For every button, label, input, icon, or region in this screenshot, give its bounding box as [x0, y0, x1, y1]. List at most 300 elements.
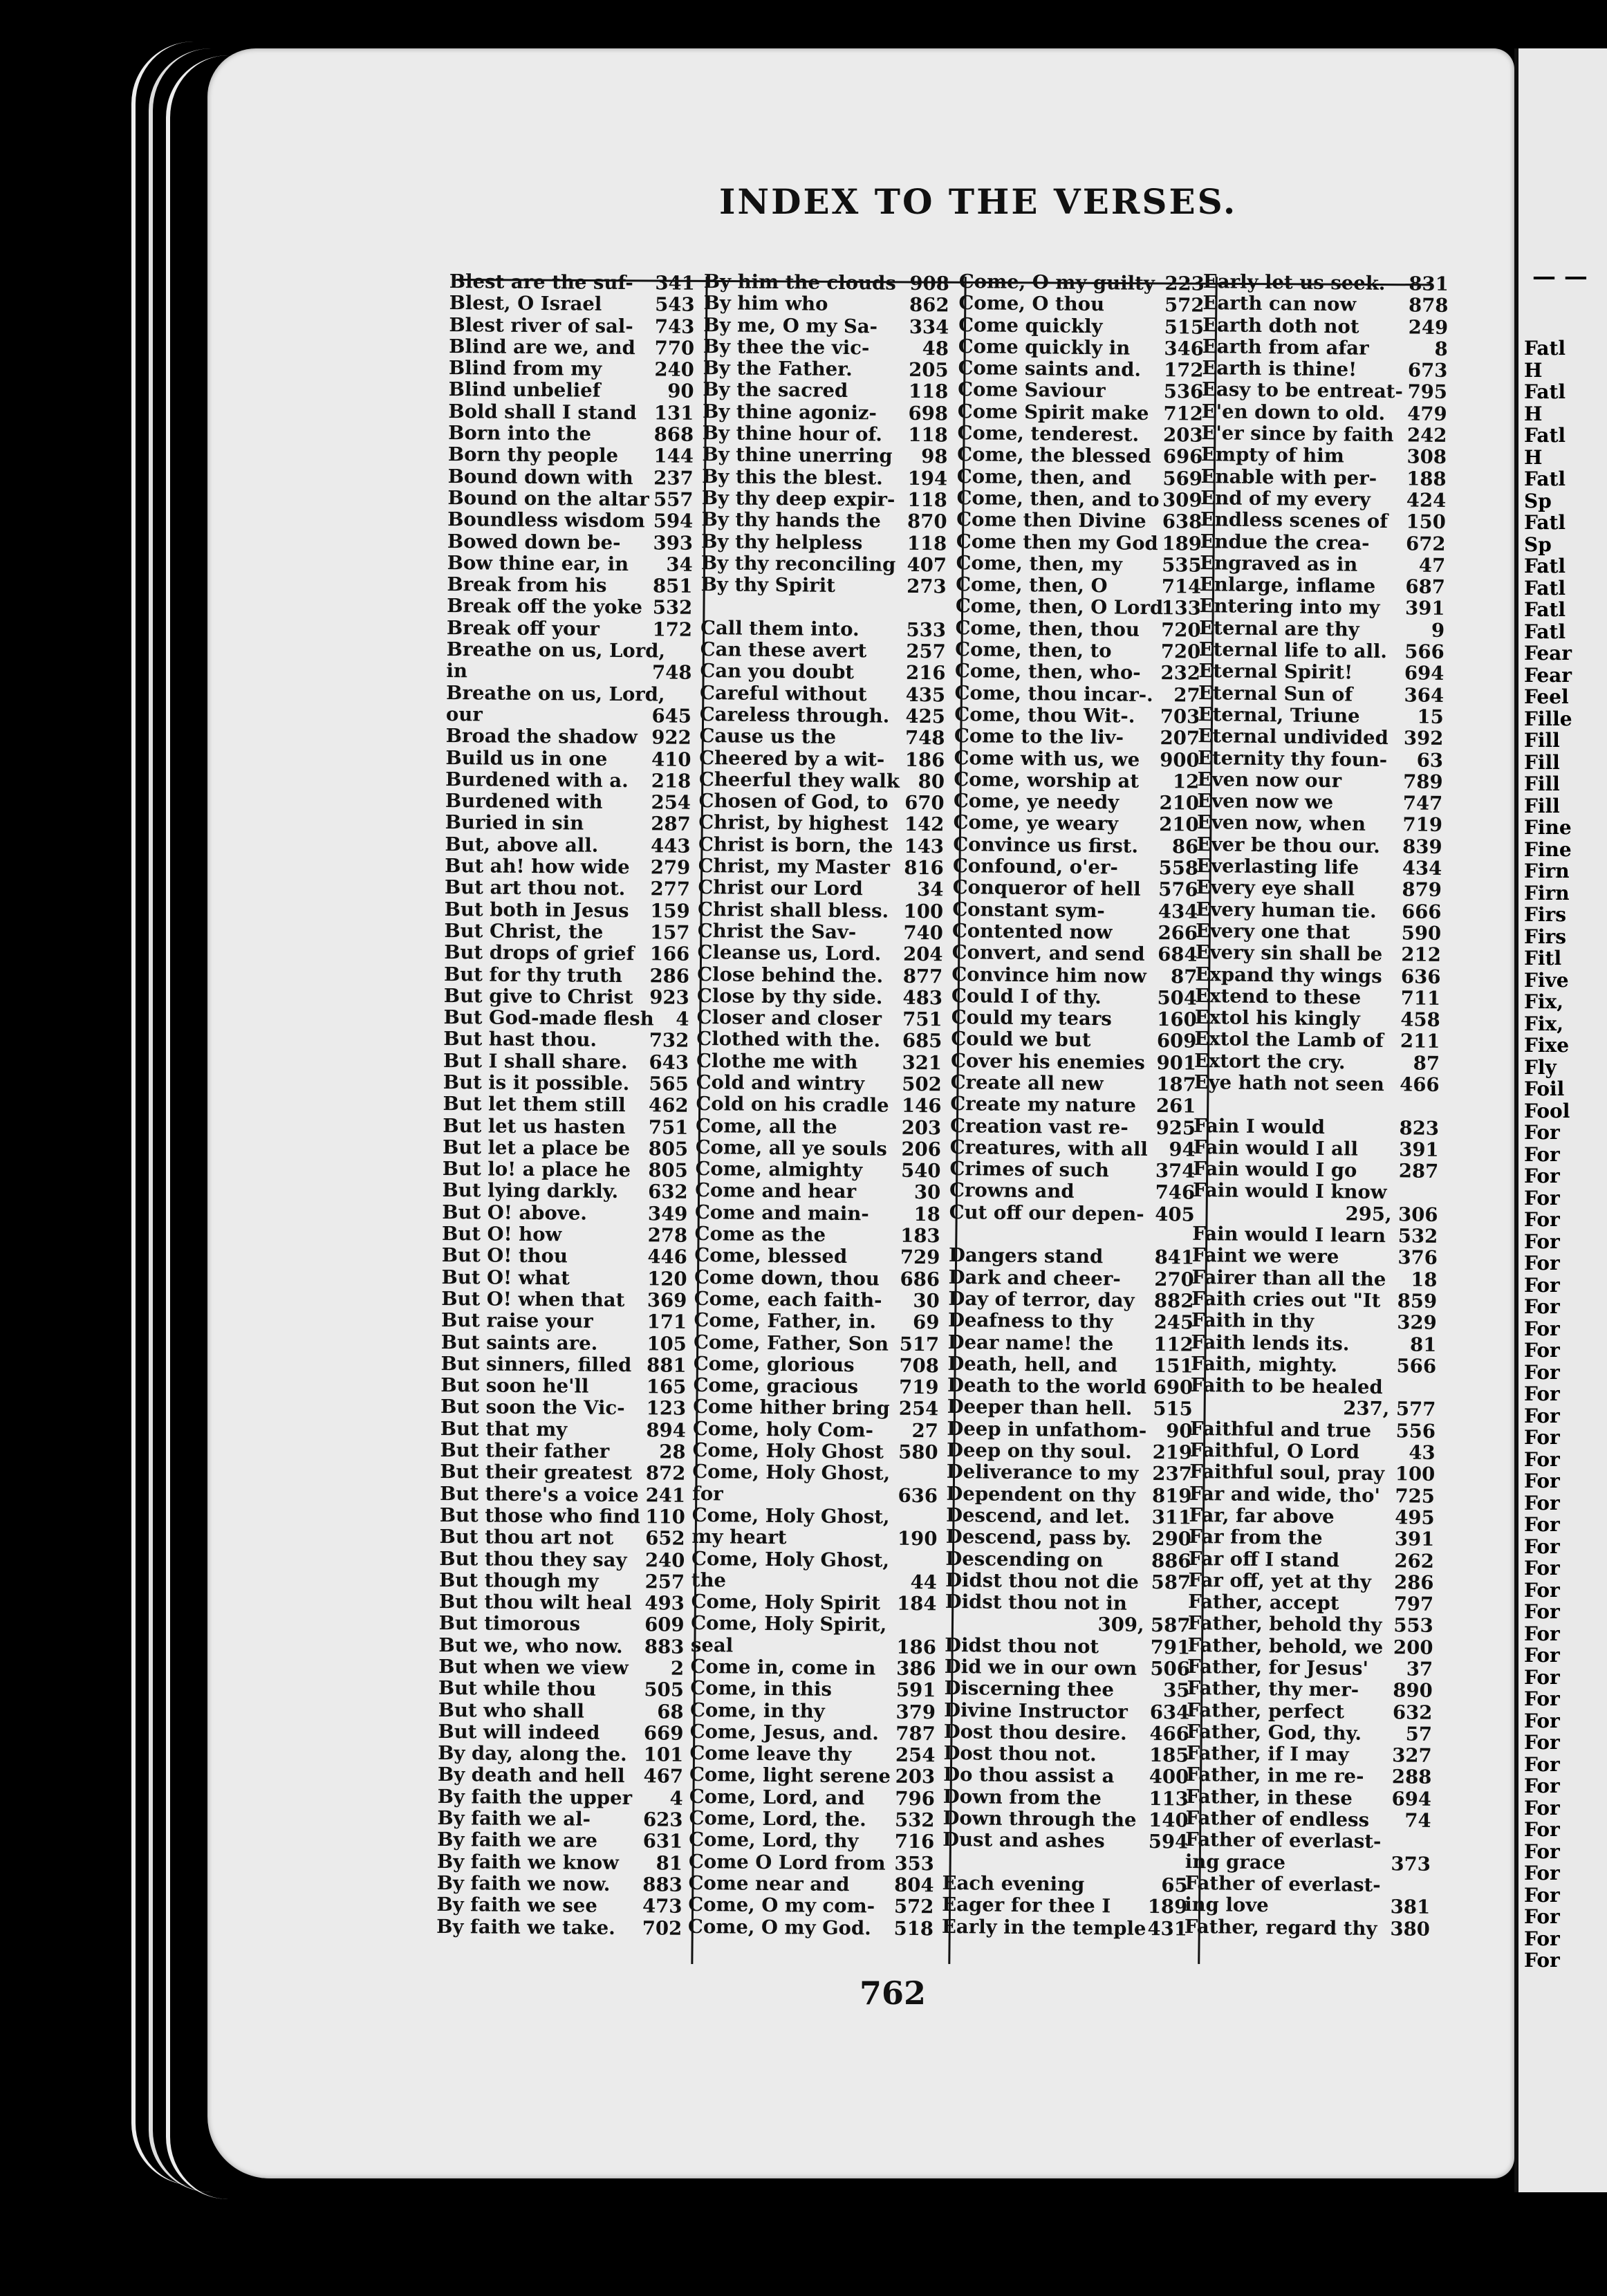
entry-number: 443	[650, 835, 691, 858]
entry-text: Faithful soul, pray	[1189, 1461, 1385, 1485]
index-entry	[1192, 1245, 1438, 1269]
entry-text: Blind from my	[448, 357, 602, 380]
entry-text: Come O Lord from	[688, 1850, 886, 1875]
entry-text: Come, Lord, the.	[689, 1806, 866, 1831]
entry-text: Boundless wisdom	[447, 508, 645, 533]
adjacent-page-fragment: For	[1524, 1796, 1560, 1820]
entry-text: Eternal life to all.	[1198, 638, 1388, 663]
index-entry	[440, 1375, 686, 1398]
entry-text: Down from the	[942, 1785, 1102, 1810]
entry-number: 923	[649, 986, 689, 1009]
index-entry	[696, 1137, 941, 1161]
index-entry	[1202, 379, 1447, 403]
entry-text: By the Father.	[703, 357, 853, 381]
index-entry	[699, 747, 945, 771]
entry-number: 594	[653, 510, 694, 533]
entry-number: 376	[1397, 1246, 1438, 1270]
index-entry	[441, 1267, 687, 1290]
entry-text: Death, hell, and	[947, 1352, 1118, 1377]
entry-number: 391	[1404, 597, 1445, 620]
entry-text: Come, ye needy	[953, 790, 1120, 814]
entry-text: Earth from afar	[1202, 335, 1369, 360]
entry-number: 532	[1397, 1225, 1438, 1248]
entry-text: Come, then, to	[955, 638, 1112, 663]
index-entry	[441, 1310, 687, 1333]
entry-text: Create my nature	[950, 1093, 1137, 1118]
entry-number: 532	[894, 1808, 935, 1832]
entry-text: By faith the upper	[437, 1785, 633, 1809]
index-entry	[437, 1851, 682, 1875]
entry-text: Enable with per-	[1200, 465, 1377, 490]
entry-text: Faith, mighty.	[1190, 1352, 1338, 1377]
entry-text: Each evening	[942, 1871, 1085, 1896]
entry-number: 870	[907, 510, 947, 533]
entry-text: Break from his	[447, 573, 607, 597]
entry-text: But let a place be	[442, 1136, 631, 1160]
entry-number: 200	[1393, 1636, 1433, 1659]
entry-number: 533	[906, 618, 947, 642]
adjacent-page-fragment: Fatl	[1524, 380, 1566, 403]
entry-number: 631	[642, 1830, 683, 1853]
entry-number: 212	[1401, 943, 1441, 967]
index-entry	[446, 660, 691, 684]
index-entry	[949, 1158, 1195, 1183]
adjacent-page-fragment: For	[1524, 1752, 1560, 1776]
adjacent-page-fragment: For	[1524, 1447, 1560, 1471]
entry-text: Far and wide, tho'	[1189, 1482, 1381, 1507]
index-entry	[703, 401, 948, 425]
index-entry	[943, 1764, 1189, 1788]
adjacent-page-fragment: For	[1524, 1426, 1560, 1449]
entry-number: 373	[1391, 1852, 1431, 1876]
index-entry	[1185, 1894, 1430, 1918]
entry-text: End of my every	[1200, 486, 1371, 511]
entry-number: 380	[1390, 1917, 1431, 1941]
entry-number: 43	[1409, 1441, 1436, 1464]
entry-number: 716	[894, 1831, 935, 1853]
entry-text: Endue the crea-	[1200, 530, 1370, 555]
entry-number: 346	[1164, 337, 1205, 360]
adjacent-page-fragment: For	[1524, 1665, 1560, 1689]
entry-number: 805	[648, 1159, 688, 1182]
entry-number: 558	[1158, 857, 1199, 880]
entry-number: 580	[898, 1441, 938, 1464]
index-entry	[440, 1418, 686, 1442]
index-entry	[1194, 1072, 1440, 1096]
entry-number: 632	[1392, 1701, 1433, 1724]
entry-text: Eternal, Triune	[1198, 703, 1360, 728]
index-entry	[445, 877, 690, 900]
entry-number: 908	[909, 272, 949, 295]
entry-text: Break off your	[446, 616, 600, 640]
entry-text: Come, then, O Lord	[955, 595, 1164, 620]
entry-number: 131	[653, 402, 694, 425]
entry-number: 797	[1393, 1593, 1434, 1616]
entry-number: 645	[651, 705, 692, 728]
adjacent-page-fragment: For	[1524, 1775, 1560, 1797]
entry-text: But we, who now.	[438, 1633, 623, 1658]
entry-text: By thee the vic-	[703, 335, 870, 360]
entry-number: 309, 587	[1097, 1613, 1191, 1638]
entry-number: 194	[907, 467, 948, 490]
entry-text: Come, tenderest.	[957, 422, 1140, 446]
entry-number: 277	[650, 878, 691, 901]
entry-text: Come, Father, in.	[694, 1309, 877, 1333]
entry-number: 405	[1155, 1203, 1195, 1226]
index-entry	[959, 271, 1205, 295]
adjacent-page-fragment: For	[1524, 1491, 1560, 1515]
index-entry	[702, 466, 947, 490]
index-entry	[699, 769, 945, 793]
entry-number: 118	[907, 532, 947, 555]
entry-number: 118	[908, 423, 948, 447]
entry-number: 882	[1153, 1289, 1194, 1313]
entry-text: Earth can now	[1202, 292, 1357, 316]
entry-text: Can these avert	[700, 638, 867, 663]
entry-text: Confound, o'er-	[952, 854, 1119, 879]
entry-number: 35	[1163, 1679, 1190, 1702]
adjacent-page-fragment: Fatl	[1524, 424, 1566, 447]
entry-text: Every eye shall	[1196, 876, 1355, 900]
index-entry	[697, 963, 942, 988]
entry-text: But that my	[440, 1417, 568, 1441]
index-entry	[446, 725, 691, 749]
entry-text: Closer and closer	[696, 1006, 882, 1030]
index-entry	[953, 812, 1198, 836]
adjacent-page-fragment: For	[1524, 1404, 1560, 1427]
entry-text: But Christ, the	[444, 919, 604, 943]
index-entry	[691, 1570, 937, 1594]
entry-number: 743	[654, 315, 695, 338]
index-entry	[692, 1461, 938, 1485]
entry-number: 160	[1157, 1008, 1197, 1031]
entry-text: But while thou	[438, 1677, 597, 1701]
entry-text: But timorous	[438, 1612, 581, 1636]
entry-text: Come, all the	[695, 1114, 837, 1138]
index-entry	[1186, 1764, 1431, 1788]
index-entry	[942, 1916, 1187, 1940]
entry-text: Bold shall I stand	[448, 400, 637, 424]
entry-text: Entering into my	[1199, 595, 1380, 620]
adjacent-page-fragment: H	[1524, 358, 1543, 382]
entry-number: 702	[642, 1916, 682, 1940]
index-entry	[447, 531, 693, 555]
adjacent-page-fragment: For	[1524, 1208, 1560, 1231]
index-entry	[440, 1440, 685, 1463]
adjacent-page-fragment: Fill	[1524, 750, 1560, 774]
entry-text: Come, then, thou	[955, 616, 1140, 641]
index-entry	[445, 769, 691, 793]
index-entry	[949, 1267, 1194, 1291]
adjacent-page-fragment: For	[1524, 1142, 1560, 1166]
index-entry	[440, 1461, 685, 1485]
entry-number: 687	[1405, 575, 1446, 599]
entry-text: Bound down with	[447, 465, 633, 489]
index-entry	[444, 920, 689, 944]
entry-text: Close by thy side.	[696, 984, 883, 1009]
adjacent-page-fragment: For	[1524, 1535, 1560, 1558]
index-entry	[700, 595, 946, 620]
entry-number: 746	[1155, 1181, 1196, 1205]
index-entry	[441, 1288, 687, 1312]
adjacent-page-fragment: For	[1524, 1883, 1560, 1907]
entry-number: 172	[652, 618, 693, 641]
entry-text: But there's a voice	[439, 1482, 639, 1506]
index-entry	[1189, 1548, 1434, 1572]
index-entry	[1193, 1180, 1438, 1204]
entry-text: Eternal are thy	[1198, 616, 1359, 641]
entry-number: 261	[1155, 1095, 1196, 1118]
adjacent-page-fragment: Fix,	[1524, 1012, 1563, 1035]
adjacent-page-fragment: For	[1524, 1121, 1560, 1144]
index-entry	[438, 1678, 684, 1701]
entry-text: Come quickly	[958, 313, 1103, 337]
index-entry	[691, 1613, 936, 1637]
entry-text: Come, worship at	[954, 768, 1140, 793]
entry-number: 703	[1160, 705, 1200, 728]
entry-text: But drops of grief	[444, 941, 635, 965]
entry-text: Come Saviour	[958, 378, 1106, 402]
entry-text: Bound on the altar	[447, 486, 649, 511]
entry-text: But, above all.	[445, 833, 599, 857]
index-entry	[1199, 595, 1445, 620]
entry-number: 100	[903, 900, 944, 923]
entry-text: Burdened with	[445, 790, 603, 813]
index-entry	[955, 618, 1200, 642]
index-entry	[1196, 877, 1442, 901]
entry-number: 532	[652, 596, 693, 620]
index-entry	[945, 1591, 1191, 1615]
entry-text: Far off, yet at thy	[1188, 1568, 1372, 1593]
entry-number: 57	[1405, 1723, 1433, 1746]
entry-text: Can you doubt	[700, 660, 855, 684]
entry-text: Extort the cry.	[1193, 1049, 1346, 1074]
index-entry	[698, 790, 944, 815]
entry-text: But is it possible.	[443, 1071, 630, 1095]
index-entry	[946, 1526, 1191, 1550]
adjacent-page-fragment: For	[1524, 1644, 1560, 1667]
adjacent-page-fragment: For	[1524, 1687, 1560, 1710]
entry-text: Could I of thy.	[951, 984, 1102, 1009]
index-entry	[438, 1786, 683, 1810]
entry-text: Come, Holy Ghost,	[692, 1461, 891, 1485]
entry-number: 566	[1404, 640, 1445, 664]
index-entry	[698, 855, 944, 880]
index-entry	[704, 271, 949, 295]
entry-number: 859	[1397, 1290, 1438, 1313]
entry-number: 270	[1154, 1268, 1194, 1291]
entry-number: 901	[1156, 1051, 1197, 1075]
adjacent-page-fragment: For	[1524, 1382, 1560, 1405]
entry-number: 553	[1393, 1614, 1433, 1638]
index-entry	[696, 1093, 941, 1118]
index-entry	[439, 1613, 685, 1636]
index-entry	[438, 1635, 684, 1658]
index-entry	[945, 1548, 1191, 1572]
index-entry	[958, 379, 1203, 403]
index-entry	[442, 1223, 687, 1247]
entry-number: 4	[676, 1008, 689, 1030]
entry-text: Early let us seek.	[1202, 270, 1386, 295]
entry-number: 696	[1162, 445, 1203, 469]
entry-number: 278	[647, 1224, 688, 1247]
entry-number: 68	[657, 1701, 684, 1723]
entry-number: 535	[1161, 553, 1202, 577]
entry-number: 100	[1395, 1463, 1436, 1486]
entry-text: Eternal Sun of	[1198, 681, 1353, 706]
entry-number: 188	[1406, 467, 1447, 490]
entry-text: Faith in thy	[1191, 1309, 1315, 1333]
entry-text: By faith we now.	[436, 1871, 611, 1896]
entry-number: 185	[1149, 1744, 1189, 1767]
entry-number: 732	[649, 1029, 689, 1053]
entry-number: 288	[1391, 1766, 1432, 1789]
adjacent-page-fragment: Fatl	[1524, 576, 1566, 600]
entry-number: 374	[1155, 1160, 1196, 1183]
entry-text: Come then my God	[956, 530, 1158, 555]
entry-text: But give to Christ	[443, 984, 633, 1008]
index-entry	[688, 1916, 933, 1940]
entry-text: By faith we are	[437, 1829, 598, 1853]
entry-number: 894	[646, 1419, 686, 1442]
index-entry	[949, 1223, 1194, 1248]
index-entry	[436, 1894, 682, 1918]
entry-number: 341	[655, 272, 695, 295]
entry-text: Didst thou not	[945, 1633, 1099, 1658]
entry-number: 27	[911, 1419, 939, 1443]
index-entry	[448, 401, 694, 425]
entry-text: Crimes of such	[949, 1158, 1109, 1182]
index-entry	[690, 1721, 936, 1746]
index-entry	[696, 1050, 942, 1075]
entry-text: By me, O my Sa-	[703, 313, 878, 338]
entry-number: 636	[1400, 965, 1441, 988]
entry-text: Father, perfect	[1187, 1698, 1345, 1723]
entry-number: 34	[666, 553, 693, 576]
entry-number: 9	[1431, 619, 1445, 642]
entry-text: Dependent on thy	[946, 1482, 1136, 1507]
index-entry	[691, 1635, 936, 1659]
adjacent-page-fragment: Fly	[1524, 1055, 1557, 1079]
entry-number: 245	[1153, 1311, 1194, 1334]
entry-number: 638	[1162, 510, 1202, 533]
index-entry	[447, 618, 692, 641]
entry-number: 186	[896, 1636, 937, 1659]
entry-text: But thou they say	[439, 1547, 627, 1571]
index-entry	[1185, 1829, 1431, 1853]
adjacent-page-fragment: Fine	[1524, 816, 1572, 839]
index-entry	[943, 1786, 1189, 1811]
entry-number: 711	[1400, 987, 1441, 1010]
adjacent-page-fragment: For	[1524, 1186, 1560, 1210]
entry-text: Clothed with the.	[696, 1028, 881, 1052]
index-entry	[443, 1158, 688, 1182]
entry-text: Convert, and send	[951, 941, 1145, 966]
entry-text: By thine agoniz-	[702, 400, 877, 425]
entry-text: Faith cries out "It	[1191, 1287, 1381, 1312]
entry-text: Blind are we, and	[449, 335, 635, 360]
entry-text: But lying darkly.	[442, 1179, 619, 1203]
index-entry	[703, 315, 949, 339]
entry-number: 150	[1406, 510, 1447, 534]
entry-number: 254	[651, 791, 691, 814]
index-entry	[702, 444, 947, 468]
entry-number: 666	[1401, 900, 1442, 923]
index-entry	[445, 855, 690, 879]
adjacent-page-fragment: Firn	[1524, 881, 1570, 905]
entry-text: Build us in one	[445, 746, 608, 770]
index-entry	[951, 1050, 1196, 1075]
index-entry	[1193, 1093, 1439, 1118]
entry-text: But soon he'll	[440, 1374, 589, 1398]
entry-number: 431	[1147, 1917, 1188, 1941]
entry-text: Enlarge, inflame	[1199, 573, 1376, 598]
entry-number: 206	[901, 1138, 941, 1161]
entry-number: 28	[659, 1441, 686, 1463]
index-entry	[447, 509, 693, 533]
index-entry	[1191, 1310, 1437, 1334]
index-entry	[947, 1461, 1192, 1485]
entry-text: Breathe on us, Lord,	[446, 638, 666, 663]
entry-text: Didst thou not die	[945, 1568, 1140, 1593]
index-entry	[446, 683, 691, 706]
index-entry	[695, 1158, 940, 1183]
entry-text: Come, Lord, thy	[689, 1829, 859, 1853]
entry-text: Deafness to thy	[947, 1309, 1113, 1333]
entry-number: 237	[1152, 1463, 1192, 1485]
entry-number: 900	[1160, 748, 1200, 772]
entry-text: Do thou assist a	[943, 1763, 1115, 1788]
entry-number: 540	[900, 1159, 941, 1183]
entry-number: 878	[1408, 294, 1449, 317]
entry-number: 590	[1401, 922, 1442, 945]
entry-text: Come, thou Wit-.	[954, 703, 1135, 728]
entry-number: 795	[1407, 380, 1448, 404]
entry-number: 254	[898, 1398, 939, 1420]
entry-number: 623	[642, 1808, 683, 1831]
entry-text: Careless through.	[699, 703, 890, 728]
entry-number: 118	[907, 488, 947, 512]
index-entry	[698, 834, 944, 858]
adjacent-page-fragment: Fatl	[1524, 467, 1566, 490]
entry-number: 684	[1158, 943, 1198, 966]
index-entry	[690, 1699, 936, 1723]
entry-text: Faith lends its.	[1191, 1331, 1350, 1355]
index-entry	[447, 553, 693, 576]
entry-text: By thy deep expir-	[701, 486, 895, 511]
entry-text: Contented now	[951, 919, 1113, 944]
entry-number: 81	[656, 1852, 683, 1875]
index-column-1	[436, 271, 695, 1940]
index-entry	[447, 574, 692, 598]
entry-number: 719	[1402, 813, 1443, 837]
entry-number: 518	[893, 1917, 934, 1940]
adjacent-page-fragment: Fill	[1524, 729, 1560, 752]
index-entry	[949, 1180, 1195, 1204]
entry-text: Cover his enemies	[950, 1049, 1145, 1074]
entry-text: Breathe on us, Lord,	[446, 681, 665, 706]
entry-text: Engraved as in	[1200, 551, 1358, 576]
entry-text: But art thou not.	[444, 876, 626, 900]
entry-text: Death to the world	[947, 1374, 1147, 1399]
index-column-2	[688, 271, 949, 1940]
entry-text: Dost thou not.	[943, 1742, 1097, 1766]
entry-number: 30	[913, 1289, 940, 1313]
entry-number: 257	[906, 640, 946, 663]
entry-text: Blest are the suf-	[449, 270, 633, 295]
entry-number: 851	[652, 575, 693, 598]
entry-number: 189	[1147, 1896, 1188, 1918]
